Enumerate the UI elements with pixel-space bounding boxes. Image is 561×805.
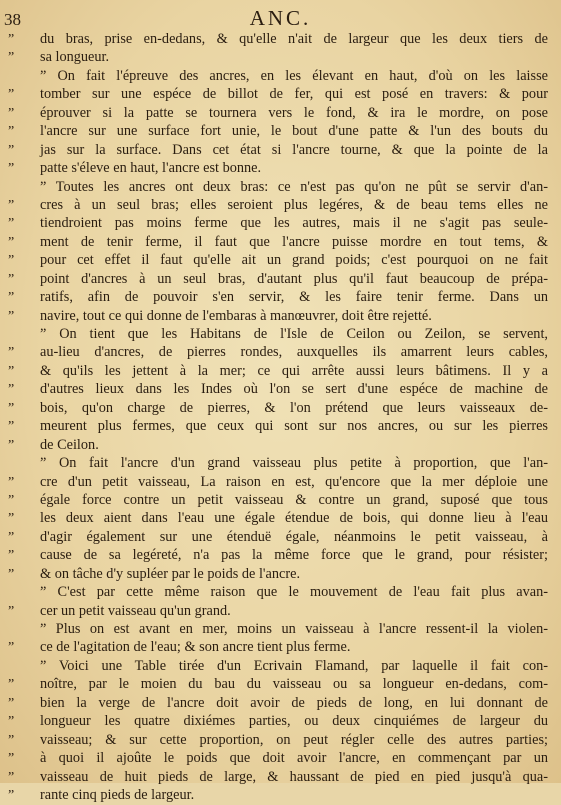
line-text: ” Voici une Table tirée d'un Ecrivain Flamand, par laquelle il fait con-	[40, 657, 548, 674]
quote-mark: ”	[8, 677, 15, 693]
line-text: ” Plus on est avant en mer, moins un vaisseau à l'ancre ressent-il la violen-	[40, 621, 548, 637]
quote-mark: ”	[8, 751, 15, 767]
page-header	[0, 4, 561, 30]
quote-mark: ”	[8, 474, 15, 490]
text-line	[0, 85, 561, 103]
text-line	[0, 343, 561, 361]
quote-mark: ”	[8, 142, 15, 158]
quote-mark: ”	[8, 345, 15, 361]
text-line	[0, 30, 561, 48]
line-text: tiendroient pas moins ferme que les autres, mais il ne s'agit pas seule-	[40, 215, 548, 232]
text-line	[0, 362, 561, 380]
text-line	[0, 786, 561, 804]
text-line	[0, 768, 561, 786]
text-line	[0, 712, 561, 730]
line-text: cres à un seul bras; elles seroient plus legéres, & de beau tems elles ne	[40, 196, 548, 213]
line-text: cre d'un petit vaisseau, La raison en est, qu'encore que la mer déploie une	[40, 473, 548, 490]
text-line	[0, 749, 561, 767]
line-text: cause de sa legéreté, n'a pas la même force que le grand, pour résister;	[40, 547, 548, 564]
text-line	[0, 159, 561, 177]
text-line	[0, 694, 561, 712]
line-text: ” On fait l'épreuve des ancres, en les élevant en haut, d'où on les laisse	[40, 67, 548, 84]
quote-mark: ”	[8, 511, 15, 527]
line-text: ” On fait l'ancre d'un grand vaisseau plus petite à proportion, que l'an-	[40, 455, 548, 472]
quote-mark: ”	[8, 87, 15, 103]
text-line	[0, 288, 561, 306]
line-text: ” C'est par cette même raison que le mouvement de l'eau fait plus avan-	[40, 584, 548, 601]
line-text: ” On tient que les Habitans de l'Isle de Ceilon ou Zeilon, se servent,	[40, 326, 548, 342]
text-line	[0, 454, 561, 472]
text-line	[0, 270, 561, 288]
line-text: tomber sur une espéce de billot de fer, qui est posé en travers: & pour	[40, 86, 548, 103]
line-text: longueur les quatre dixiémes parties, ou deux cinquiémes de largeur du	[40, 713, 548, 730]
text-line	[0, 251, 561, 269]
line-text: ” Toutes les ancres ont deux bras: ce n'est pas qu'on ne pût se servir d'an-	[40, 178, 548, 195]
text-line	[0, 214, 561, 232]
body-text	[0, 30, 561, 804]
text-line	[0, 307, 561, 325]
quote-mark: ”	[8, 437, 15, 453]
text-line	[0, 620, 561, 638]
text-line	[0, 546, 561, 564]
text-line	[0, 380, 561, 398]
text-line	[0, 565, 561, 583]
text-line	[0, 196, 561, 214]
line-text: navire, tout ce qui donne de l'embaras à manœuvrer, doit être rejetté.	[40, 307, 432, 324]
line-text: bien la verge de l'ancre doit avoir de pieds de long, en lui donnant de	[40, 694, 548, 711]
text-line	[0, 417, 561, 435]
quote-mark: ”	[8, 105, 15, 121]
quote-mark: ”	[8, 216, 15, 232]
line-text: au-lieu d'ancres, de pierres rondes, auxquelles ils amarrent leurs cables,	[40, 344, 548, 361]
line-text: du bras, prise en-dedans, & qu'elle n'ait de largeur que les deux tiers de	[40, 31, 548, 47]
text-line	[0, 528, 561, 546]
line-text: l'ancre sur une surface fort unie, le bout d'une patte & l'un des bouts du	[40, 123, 548, 140]
line-text: vaisseau de huit pieds de large, & haussant de pied en pied jusqu'à qua-	[40, 768, 548, 785]
line-text: d'agir également sur une étenduë égale, néanmoins le petit vaisseau, à	[40, 528, 548, 545]
quote-mark: ”	[8, 271, 15, 287]
text-line	[0, 731, 561, 749]
text-line	[0, 509, 561, 527]
quote-mark: ”	[8, 769, 15, 785]
text-line	[0, 583, 561, 601]
line-text: égale force contre un petit vaisseau & contre un grand, suposé que tous	[40, 491, 548, 508]
line-text: rante cinq pieds de largeur.	[40, 786, 195, 803]
line-text: vaisseau; & sur cette proportion, on peut régler celle des autres parties;	[40, 731, 548, 748]
line-text: patte s'éleve en haut, l'ancre est bonne.	[40, 160, 262, 177]
text-line	[0, 67, 561, 85]
quote-mark: ”	[8, 363, 15, 379]
quote-mark: ”	[8, 640, 15, 656]
line-text: ratifs, afin de pouvoir s'en servir, & les faire tenir ferme. Dans un	[40, 289, 548, 306]
text-line	[0, 675, 561, 693]
line-text: de Ceilon.	[40, 436, 99, 453]
text-line	[0, 473, 561, 491]
text-line	[0, 178, 561, 196]
line-text: ment de tenir ferme, il faut que l'ancre puisse mordre en tout tems, &	[40, 233, 548, 250]
text-line	[0, 436, 561, 454]
line-text: jas sur la surface. Dans cet état si l'ancre tourne, & que la pointe de la	[40, 141, 548, 158]
text-line	[0, 48, 561, 66]
quote-mark: ”	[8, 382, 15, 398]
line-text: & on tâche d'y supléer par le poids de l'ancre.	[40, 565, 301, 582]
text-line	[0, 325, 561, 343]
text-line	[0, 638, 561, 656]
quote-mark: ”	[8, 197, 15, 213]
quote-mark: ”	[8, 548, 15, 564]
line-text: les deux aient dans l'eau une égale étendue de bois, qui donne lieu à l'eau	[40, 510, 548, 527]
text-line	[0, 399, 561, 417]
text-line	[0, 233, 561, 251]
line-text: cer un petit vaisseau qu'un grand.	[40, 602, 231, 619]
running-head: ANC.	[249, 6, 312, 30]
quote-mark: ”	[8, 124, 15, 140]
line-text: éprouver si la patte se tournera vers le fond, & ira le mordre, on pose	[40, 104, 548, 121]
page-number: 38	[4, 10, 21, 29]
quote-mark: ”	[8, 290, 15, 306]
quote-mark: ”	[8, 695, 15, 711]
quote-mark: ”	[8, 787, 15, 803]
quote-mark: ”	[8, 400, 15, 416]
line-text: à quoi il ajoûte le poids que doit avoir l'ancre, en commençant par un	[40, 750, 548, 767]
line-text: point d'ancres à un seul bras, d'autant plus qu'il faut beaucoup de prépa-	[40, 270, 548, 287]
quote-mark: ”	[8, 50, 15, 66]
text-line	[0, 104, 561, 122]
text-line	[0, 122, 561, 140]
quote-mark: ”	[8, 566, 15, 582]
quote-mark: ”	[8, 32, 15, 47]
quote-mark: ”	[8, 253, 15, 269]
quote-mark: ”	[8, 732, 15, 748]
line-text: d'autres lieux dans les Indes où l'on se sert d'une espéce de machine de	[40, 381, 548, 398]
line-text: bois, qu'on charge de pierres, & l'on prétend que leurs vaisseaux de-	[40, 399, 548, 416]
line-text: pour cet effet il faut qu'elle ait un grand poids; c'est pourquoi on ne fait	[40, 252, 548, 269]
text-line	[0, 491, 561, 509]
line-text: noître, par le moien du bau du vaisseau ou sa longueur en-dedans, com-	[40, 676, 548, 693]
quote-mark: ”	[8, 603, 15, 619]
quote-mark: ”	[8, 529, 15, 545]
line-text: ce de l'agitation de l'eau; & son ancre tient plus ferme.	[40, 639, 351, 656]
text-line	[0, 141, 561, 159]
quote-mark: ”	[8, 714, 15, 730]
line-text: meurent plus fermes, que ceux qui sont sur nos ancres, ou sur les pierres	[40, 418, 548, 435]
quote-mark: ”	[8, 419, 15, 435]
quote-mark: ”	[8, 234, 15, 250]
text-line	[0, 602, 561, 620]
quote-mark: ”	[8, 492, 15, 508]
quote-mark: ”	[8, 161, 15, 177]
text-line	[0, 657, 561, 675]
line-text: & qu'ils les jettent à la mer; ce qui arrête aussi leurs bâtimens. Il y a	[40, 362, 548, 379]
line-text: sa longueur.	[40, 49, 110, 66]
quote-mark: ”	[8, 308, 15, 324]
